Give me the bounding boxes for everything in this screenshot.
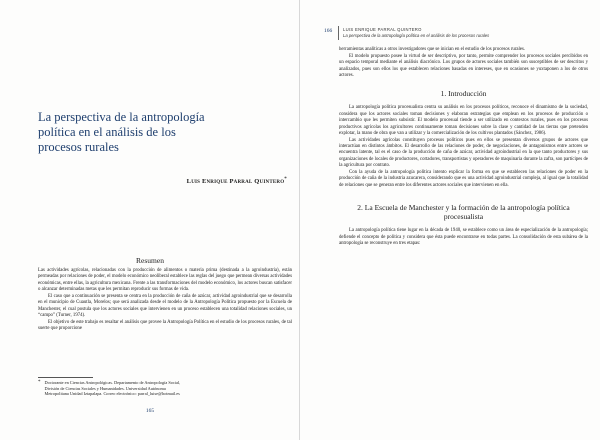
page-number-right: 166 bbox=[324, 28, 333, 34]
body-paragraph: Las actividades agrícolas constituyen procesos políticos pues en ellos se presentan diversos grupos de actores que interactúan en distintos ámbitos. El desarrollo de las relaciones de poder, de negociaciones, de antagonismos entre actores se encuentra latente, tal es el caso de la producción de caña de azúcar, actividad agroindustrial en la que tanto productores y sus organizaciones de locales de productores, cortadores, transportistas y operadores de maquinaria durante la zafra, son partícipes de la agricultura por contrato. bbox=[339, 137, 588, 169]
abstract-paragraph-3: El objetivo de este trabajo es resaltar el análisis que provee la Antropología Política en el estudio de los procesos rurales, de tal suerte que proporcione bbox=[38, 319, 292, 332]
author-byline bbox=[187, 177, 287, 185]
section-heading-escuela-manchester: 2. La Escuela de Manchester y la formación de la antropología política procesualista bbox=[357, 203, 570, 222]
body-paragraph: El modelo propuesto posee la virtud de ser descriptivo, por tanto, permite comprender los procesos sociales percibidos en un espacio temporal mediante el análisis diacrónico. Los grupos de actores sociales también son susceptibles de ser descritos y analizados, pues son ellos los que establecen relaciones basadas en intereses, que en ocasiones se yuxtaponen a los de otros actores. bbox=[339, 53, 588, 78]
body-paragraph: La antropología política tiene lugar en la década de 1940, se establece como un área de especialización de la antropología; defiende el concepto de política y considera que ésta puede encontrarse en todas partes. La consolidación de esta subárea de la antropología se reconstruye en tres etapas: bbox=[339, 228, 588, 247]
footnote bbox=[38, 380, 188, 397]
abstract-heading: Resumen bbox=[136, 256, 164, 265]
article-title: La perspectiva de la antropología política en el análisis de los procesos rurales bbox=[38, 110, 205, 154]
running-head-divider bbox=[338, 26, 339, 40]
body-paragraph: La antropología política procesualista centra su análisis en los procesos políticos, reconoce el dinamismo de la sociedad, considera que los actores sociales toman decisiones y elaboran estrategias que emplean en los procesos de producción o intercambio que les permiten subsistir. El modelo procesual tiende a ser utilizado en contextos rurales, pues en los procesos productivos agrícolas los agricultores continuamente toman decisiones sobre la clase y cantidad de las tierras que pretenden explotar, la mano de obra que van a utilizar y la comercialización de los cultivos plantados (Sánchez, 1986). bbox=[339, 105, 588, 136]
footnote-marker: * bbox=[38, 380, 41, 385]
author-footnote-marker: * bbox=[284, 177, 287, 182]
abstract-paragraph-2: El caso que a continuación se presenta se centra en la producción de caña de azúcar, actividad agroindustrial que se desarrolla en el municipio de Cuautla, Morelos; que será analizada desde el modelo de la Antropología Política propuesto por la Escuela de Manchester, el cual postula que los actores sociales que intervienen en un proceso establecen una totalidad relaciones sociales, un “campo” (Turner, 1974). bbox=[38, 293, 292, 319]
right-page-body bbox=[339, 47, 588, 247]
running-head-author: LUIS ENRIQUE PARRAL QUINTERO bbox=[343, 27, 422, 32]
footnote-text: Doctorante en Ciencias Antropológicas. Departamento de Antropología Social, División de Ciencias Sociales y Humanidades. Universidad Autónoma Metropolitana Unidad Iztapalapa. Correo electrónico: parral_luise@hotmail.es bbox=[44, 380, 181, 397]
abstract-body bbox=[38, 268, 292, 333]
footnote-divider bbox=[38, 377, 93, 378]
body-paragraph-continued: herramientas analíticas a otros investigadores que se inician en el estudio de los procesos rurales. bbox=[339, 47, 526, 52]
body-paragraph: Con la ayuda de la antropología política intento explicar la forma en que se establecen las relaciones de poder en la producción de caña de la industria azucarera, considerando que es una actividad agroindustrial compleja, al igual que la totalidad de relaciones que se generan entre los diferentes actores sociales que intervienen en ella. bbox=[339, 169, 588, 188]
author-name: Luis Enrique Parral Quintero bbox=[186, 178, 285, 186]
running-head-title: La perspectiva de la antropología política en el análisis de los procesos rurales bbox=[343, 33, 490, 38]
page-number-left: 165 bbox=[145, 408, 155, 414]
section-heading-introduccion: 1. Introducción bbox=[440, 89, 487, 99]
abstract-paragraph-1: Las actividades agrícolas, relacionadas con la producción de alimentos o materia prima (destinada a la agroindustria), están permeadas por relaciones de poder, el modelo económico neoliberal establece las reglas del juego que permean diversas actividades económicas, entre ellas, la agricultura mexicana. Frente a las transformaciones del modelo económico, los actores buscan satisfacer o alcanzar determinadas metas que les permitan reproducir sus formas de vida. bbox=[38, 268, 292, 293]
